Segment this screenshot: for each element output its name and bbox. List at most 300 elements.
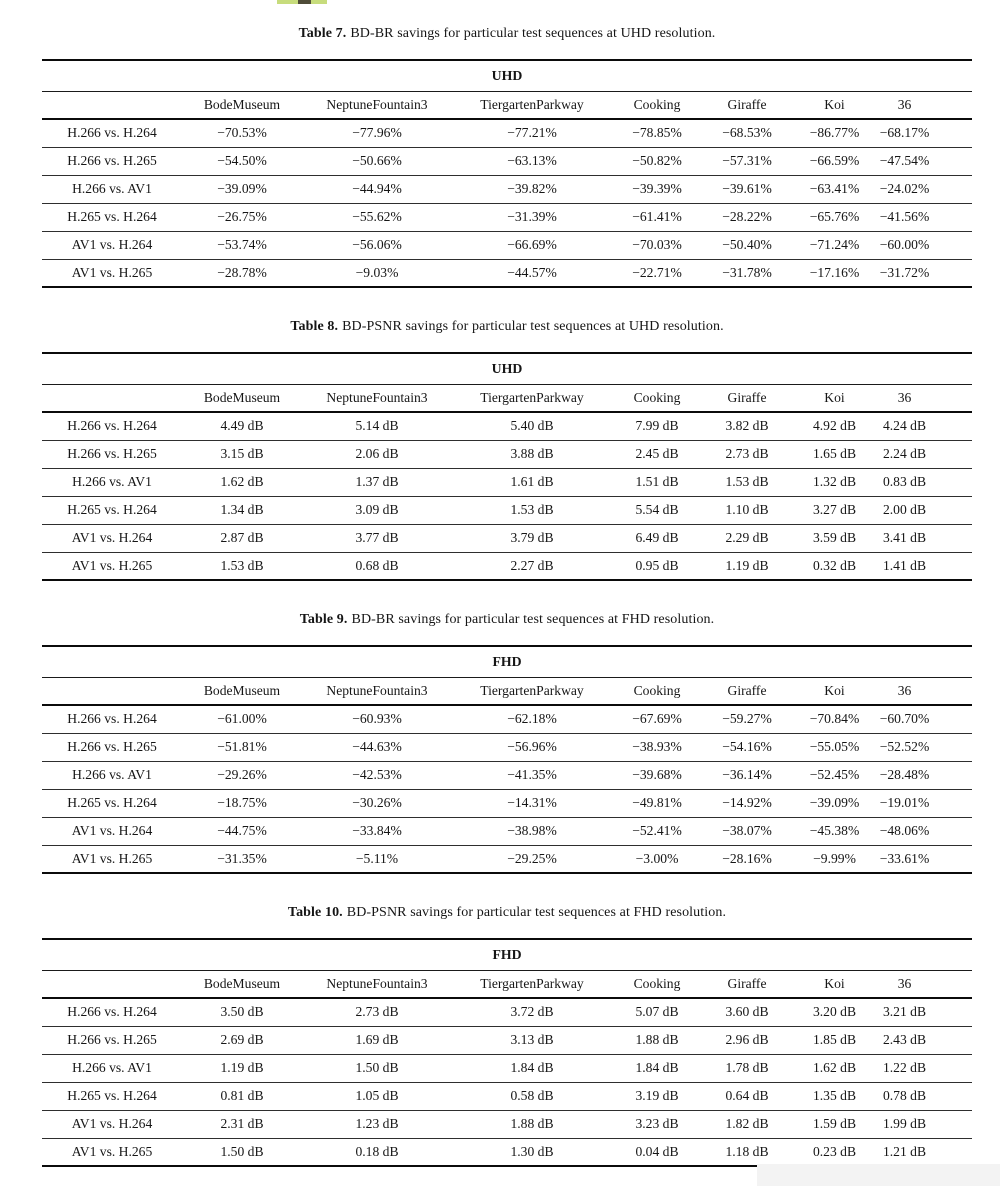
table-caption — [42, 905, 972, 921]
data-cell: 1.59 dB — [792, 1110, 877, 1138]
data-cell: −29.26% — [182, 761, 302, 789]
data-cell: 1.21 dB — [877, 1138, 932, 1166]
data-cell: −48.06% — [877, 817, 932, 845]
data-cell: 1.99 dB — [877, 1110, 932, 1138]
group-header-row — [42, 60, 972, 92]
data-cell: −50.82% — [612, 147, 702, 175]
data-cell: 6.49 dB — [612, 524, 702, 552]
data-cell: 1.69 dB — [302, 1026, 452, 1054]
data-cell: 2.06 dB — [302, 440, 452, 468]
data-cell: 2.73 dB — [702, 440, 792, 468]
data-cell: −57.31% — [702, 147, 792, 175]
data-cell: 2.69 dB — [182, 1026, 302, 1054]
table-caption-label: Table 9. — [299, 612, 348, 627]
data-cell: 1.84 dB — [452, 1054, 612, 1082]
data-cell: −14.92% — [702, 789, 792, 817]
data-table — [42, 59, 972, 288]
data-cell: 4.92 dB — [792, 412, 877, 440]
data-cell: −39.39% — [612, 175, 702, 203]
data-cell: −24.02% — [877, 175, 932, 203]
column-header-cell — [42, 971, 182, 999]
data-cell: −56.96% — [452, 733, 612, 761]
data-cell: 3.19 dB — [612, 1082, 702, 1110]
spacer-cell — [932, 119, 972, 147]
data-cell: −39.09% — [792, 789, 877, 817]
data-cell: −86.77% — [792, 119, 877, 147]
data-cell: −71.24% — [792, 231, 877, 259]
data-cell: −78.85% — [612, 119, 702, 147]
column-header-cell: Koi — [792, 385, 877, 413]
row-label-cell: H.266 vs. H.264 — [42, 705, 182, 733]
column-header-cell: Giraffe — [702, 678, 792, 706]
data-cell: 2.43 dB — [877, 1026, 932, 1054]
data-cell: 1.85 dB — [792, 1026, 877, 1054]
column-header-cell: TiergartenParkway — [452, 971, 612, 999]
bottom-right-shade — [757, 1164, 1000, 1186]
data-cell: −28.16% — [702, 845, 792, 873]
data-cell: 1.35 dB — [792, 1082, 877, 1110]
data-cell: 3.82 dB — [702, 412, 792, 440]
data-cell: −9.03% — [302, 259, 452, 287]
data-cell: −60.00% — [877, 231, 932, 259]
data-cell: −31.39% — [452, 203, 612, 231]
column-header-cell: NeptuneFountain3 — [302, 385, 452, 413]
column-header-cell: TiergartenParkway — [452, 385, 612, 413]
data-cell: −52.45% — [792, 761, 877, 789]
table-row — [42, 1026, 972, 1054]
data-cell: −66.59% — [792, 147, 877, 175]
data-cell: −17.16% — [792, 259, 877, 287]
data-cell: 1.88 dB — [612, 1026, 702, 1054]
row-label-cell: AV1 vs. H.265 — [42, 552, 182, 580]
table-row — [42, 412, 972, 440]
data-cell: 2.31 dB — [182, 1110, 302, 1138]
data-cell: −70.03% — [612, 231, 702, 259]
table-row — [42, 1110, 972, 1138]
spacer-cell — [932, 705, 972, 733]
column-header-cell: 36 — [877, 971, 932, 999]
table-row — [42, 203, 972, 231]
data-cell: −31.78% — [702, 259, 792, 287]
data-cell: −55.62% — [302, 203, 452, 231]
data-cell: 1.62 dB — [792, 1054, 877, 1082]
table-caption — [42, 612, 972, 628]
table-row — [42, 705, 972, 733]
table-body — [42, 998, 972, 1166]
spacer-cell — [932, 1082, 972, 1110]
column-header-cell: TiergartenParkway — [452, 678, 612, 706]
data-cell: 4.24 dB — [877, 412, 932, 440]
data-cell: 0.68 dB — [302, 552, 452, 580]
row-label-cell: H.265 vs. H.264 — [42, 789, 182, 817]
data-cell: 4.49 dB — [182, 412, 302, 440]
table-body — [42, 119, 972, 287]
data-cell: −45.38% — [792, 817, 877, 845]
column-header-cell: 36 — [877, 678, 932, 706]
table-body — [42, 705, 972, 873]
data-cell: 7.99 dB — [612, 412, 702, 440]
column-header-cell: Cooking — [612, 971, 702, 999]
row-label-cell: H.265 vs. H.264 — [42, 496, 182, 524]
table-row — [42, 1082, 972, 1110]
table-caption-label: Table 10. — [287, 905, 343, 920]
spacer-cell — [932, 733, 972, 761]
column-header-cell: Giraffe — [702, 92, 792, 120]
group-header-cell: UHD — [42, 353, 972, 385]
column-header-cell: Giraffe — [702, 971, 792, 999]
data-cell: −28.48% — [877, 761, 932, 789]
table-row — [42, 231, 972, 259]
data-cell: −39.82% — [452, 175, 612, 203]
spacer-cell — [932, 231, 972, 259]
table-section — [42, 905, 972, 1167]
table-caption-text: BD-PSNR savings for particular test sequences at FHD resolution. — [346, 905, 727, 920]
data-cell: 1.78 dB — [702, 1054, 792, 1082]
data-cell: 0.95 dB — [612, 552, 702, 580]
spacer-cell — [932, 817, 972, 845]
data-cell: 1.37 dB — [302, 468, 452, 496]
data-cell: −31.72% — [877, 259, 932, 287]
data-cell: 1.62 dB — [182, 468, 302, 496]
table-row — [42, 552, 972, 580]
table-row — [42, 761, 972, 789]
spacer-cell — [932, 524, 972, 552]
column-header-cell: Cooking — [612, 385, 702, 413]
table-row — [42, 468, 972, 496]
data-table — [42, 938, 972, 1167]
data-cell: 0.32 dB — [792, 552, 877, 580]
column-header-cell: 36 — [877, 92, 932, 120]
data-cell: −60.70% — [877, 705, 932, 733]
data-cell: −52.52% — [877, 733, 932, 761]
spacer-cell — [932, 1054, 972, 1082]
row-label-cell: AV1 vs. H.264 — [42, 231, 182, 259]
spacer-cell — [932, 412, 972, 440]
column-header-cell: Cooking — [612, 92, 702, 120]
column-header-cell: Koi — [792, 92, 877, 120]
data-cell: 1.50 dB — [182, 1138, 302, 1166]
row-label-cell: H.266 vs. AV1 — [42, 761, 182, 789]
column-header-row — [42, 678, 972, 706]
data-cell: −68.53% — [702, 119, 792, 147]
data-cell: 5.14 dB — [302, 412, 452, 440]
data-cell: −19.01% — [877, 789, 932, 817]
data-cell: 2.96 dB — [702, 1026, 792, 1054]
data-cell: −28.22% — [702, 203, 792, 231]
data-cell: 1.05 dB — [302, 1082, 452, 1110]
group-header-cell: FHD — [42, 646, 972, 678]
data-cell: −39.68% — [612, 761, 702, 789]
group-header-cell: UHD — [42, 60, 972, 92]
spacer-header-cell — [932, 385, 972, 413]
column-header-cell: BodeMuseum — [182, 971, 302, 999]
data-cell: 0.64 dB — [702, 1082, 792, 1110]
spacer-cell — [932, 496, 972, 524]
spacer-cell — [932, 203, 972, 231]
row-label-cell: H.266 vs. H.264 — [42, 412, 182, 440]
data-cell: −9.99% — [792, 845, 877, 873]
row-label-cell: AV1 vs. H.265 — [42, 845, 182, 873]
row-label-cell: H.266 vs. H.265 — [42, 440, 182, 468]
data-cell: 1.32 dB — [792, 468, 877, 496]
spacer-cell — [932, 175, 972, 203]
data-cell: −70.84% — [792, 705, 877, 733]
data-cell: 2.87 dB — [182, 524, 302, 552]
data-cell: 1.34 dB — [182, 496, 302, 524]
data-cell: −22.71% — [612, 259, 702, 287]
column-header-cell — [42, 385, 182, 413]
data-cell: 2.29 dB — [702, 524, 792, 552]
data-cell: −55.05% — [792, 733, 877, 761]
data-cell: 3.41 dB — [877, 524, 932, 552]
column-header-cell — [42, 678, 182, 706]
group-header-row — [42, 353, 972, 385]
data-cell: 3.77 dB — [302, 524, 452, 552]
data-cell: −62.18% — [452, 705, 612, 733]
data-cell: −28.78% — [182, 259, 302, 287]
cutoff-highlight-glyph — [298, 0, 311, 4]
data-cell: 1.84 dB — [612, 1054, 702, 1082]
data-cell: −47.54% — [877, 147, 932, 175]
data-cell: −44.75% — [182, 817, 302, 845]
row-label-cell: H.266 vs. H.264 — [42, 119, 182, 147]
column-header-cell: NeptuneFountain3 — [302, 678, 452, 706]
spacer-header-cell — [932, 92, 972, 120]
data-cell: 3.15 dB — [182, 440, 302, 468]
data-cell: −33.84% — [302, 817, 452, 845]
column-header-cell — [42, 92, 182, 120]
spacer-cell — [932, 147, 972, 175]
row-label-cell: AV1 vs. H.264 — [42, 817, 182, 845]
data-cell: −41.56% — [877, 203, 932, 231]
column-header-cell: Koi — [792, 678, 877, 706]
row-label-cell: AV1 vs. H.264 — [42, 524, 182, 552]
data-cell: 1.53 dB — [182, 552, 302, 580]
data-cell: 5.07 dB — [612, 998, 702, 1026]
table-caption — [42, 319, 972, 335]
data-cell: 3.09 dB — [302, 496, 452, 524]
data-cell: −30.26% — [302, 789, 452, 817]
row-label-cell: H.266 vs. H.265 — [42, 733, 182, 761]
data-cell: −51.81% — [182, 733, 302, 761]
table-caption-text: BD-BR savings for particular test sequences at FHD resolution. — [351, 612, 715, 627]
table-row — [42, 1138, 972, 1166]
data-cell: −63.13% — [452, 147, 612, 175]
spacer-cell — [932, 998, 972, 1026]
data-cell: −67.69% — [612, 705, 702, 733]
data-cell: −56.06% — [302, 231, 452, 259]
data-cell: 3.13 dB — [452, 1026, 612, 1054]
data-cell: −33.61% — [877, 845, 932, 873]
data-cell: −29.25% — [452, 845, 612, 873]
row-label-cell: H.265 vs. H.264 — [42, 1082, 182, 1110]
data-cell: 1.82 dB — [702, 1110, 792, 1138]
row-label-cell: AV1 vs. H.264 — [42, 1110, 182, 1138]
column-header-cell: 36 — [877, 385, 932, 413]
spacer-cell — [932, 468, 972, 496]
data-cell: −60.93% — [302, 705, 452, 733]
row-label-cell: H.265 vs. H.264 — [42, 203, 182, 231]
group-header-cell: FHD — [42, 939, 972, 971]
data-cell: −36.14% — [702, 761, 792, 789]
data-cell: 0.81 dB — [182, 1082, 302, 1110]
data-cell: 3.60 dB — [702, 998, 792, 1026]
data-cell: −50.40% — [702, 231, 792, 259]
row-label-cell: H.266 vs. H.264 — [42, 998, 182, 1026]
column-header-cell: TiergartenParkway — [452, 92, 612, 120]
data-cell: −65.76% — [792, 203, 877, 231]
data-cell: 3.50 dB — [182, 998, 302, 1026]
data-cell: 1.18 dB — [702, 1138, 792, 1166]
spacer-cell — [932, 1026, 972, 1054]
data-cell: 2.27 dB — [452, 552, 612, 580]
spacer-header-cell — [932, 678, 972, 706]
data-cell: −41.35% — [452, 761, 612, 789]
table-section — [42, 319, 972, 581]
data-table — [42, 352, 972, 581]
data-cell: −54.50% — [182, 147, 302, 175]
table-row — [42, 147, 972, 175]
row-label-cell: H.266 vs. AV1 — [42, 468, 182, 496]
data-cell: −14.31% — [452, 789, 612, 817]
data-cell: −63.41% — [792, 175, 877, 203]
data-cell: 1.53 dB — [452, 496, 612, 524]
column-header-cell: NeptuneFountain3 — [302, 971, 452, 999]
data-cell: −49.81% — [612, 789, 702, 817]
data-cell: 1.88 dB — [452, 1110, 612, 1138]
column-header-cell: Koi — [792, 971, 877, 999]
data-cell: 0.23 dB — [792, 1138, 877, 1166]
table-row — [42, 259, 972, 287]
data-cell: 2.45 dB — [612, 440, 702, 468]
data-cell: −68.17% — [877, 119, 932, 147]
column-header-cell: Cooking — [612, 678, 702, 706]
data-cell: 3.59 dB — [792, 524, 877, 552]
data-cell: −5.11% — [302, 845, 452, 873]
data-cell: 2.00 dB — [877, 496, 932, 524]
column-header-cell: BodeMuseum — [182, 678, 302, 706]
table-body — [42, 412, 972, 580]
row-label-cell: H.266 vs. H.265 — [42, 1026, 182, 1054]
data-cell: 1.30 dB — [452, 1138, 612, 1166]
data-cell: −38.93% — [612, 733, 702, 761]
data-cell: 0.58 dB — [452, 1082, 612, 1110]
data-cell: −50.66% — [302, 147, 452, 175]
spacer-cell — [932, 1110, 972, 1138]
data-cell: 0.78 dB — [877, 1082, 932, 1110]
data-cell: 3.21 dB — [877, 998, 932, 1026]
row-label-cell: AV1 vs. H.265 — [42, 259, 182, 287]
table-row — [42, 119, 972, 147]
row-label-cell: H.266 vs. AV1 — [42, 175, 182, 203]
table-section — [42, 612, 972, 874]
data-cell: 5.40 dB — [452, 412, 612, 440]
table-row — [42, 845, 972, 873]
data-cell: −44.94% — [302, 175, 452, 203]
cutoff-highlight-fragment — [277, 0, 327, 4]
data-cell: −18.75% — [182, 789, 302, 817]
column-header-cell: Giraffe — [702, 385, 792, 413]
group-header-row — [42, 939, 972, 971]
column-header-row — [42, 971, 972, 999]
data-cell: −70.53% — [182, 119, 302, 147]
table-row — [42, 496, 972, 524]
spacer-cell — [932, 1138, 972, 1166]
data-cell: −52.41% — [612, 817, 702, 845]
table-row — [42, 998, 972, 1026]
data-cell: −59.27% — [702, 705, 792, 733]
data-cell: 1.65 dB — [792, 440, 877, 468]
data-cell: −38.07% — [702, 817, 792, 845]
table-caption — [42, 26, 972, 42]
data-cell: 1.19 dB — [702, 552, 792, 580]
data-cell: −53.74% — [182, 231, 302, 259]
data-cell: 2.73 dB — [302, 998, 452, 1026]
data-cell: 1.53 dB — [702, 468, 792, 496]
data-cell: −31.35% — [182, 845, 302, 873]
table-row — [42, 733, 972, 761]
data-cell: −44.63% — [302, 733, 452, 761]
row-label-cell: H.266 vs. H.265 — [42, 147, 182, 175]
data-cell: −39.09% — [182, 175, 302, 203]
spacer-cell — [932, 440, 972, 468]
row-label-cell: H.266 vs. AV1 — [42, 1054, 182, 1082]
data-cell: −26.75% — [182, 203, 302, 231]
data-cell: 2.24 dB — [877, 440, 932, 468]
table-row — [42, 1054, 972, 1082]
data-cell: 3.27 dB — [792, 496, 877, 524]
table-row — [42, 440, 972, 468]
data-cell: 3.79 dB — [452, 524, 612, 552]
data-cell: −61.41% — [612, 203, 702, 231]
data-cell: −66.69% — [452, 231, 612, 259]
data-cell: −38.98% — [452, 817, 612, 845]
spacer-cell — [932, 789, 972, 817]
data-cell: −61.00% — [182, 705, 302, 733]
table-caption-label: Table 8. — [290, 319, 339, 334]
spacer-header-cell — [932, 971, 972, 999]
table-caption-text: BD-PSNR savings for particular test sequences at UHD resolution. — [342, 319, 724, 334]
data-cell: 1.51 dB — [612, 468, 702, 496]
data-cell: −44.57% — [452, 259, 612, 287]
table-row — [42, 789, 972, 817]
data-cell: −54.16% — [702, 733, 792, 761]
data-cell: −77.21% — [452, 119, 612, 147]
table-row — [42, 175, 972, 203]
data-table — [42, 645, 972, 874]
data-cell: −3.00% — [612, 845, 702, 873]
data-cell: 1.23 dB — [302, 1110, 452, 1138]
data-cell: −77.96% — [302, 119, 452, 147]
table-section — [42, 26, 972, 288]
data-cell: 1.10 dB — [702, 496, 792, 524]
data-cell: 0.83 dB — [877, 468, 932, 496]
table-caption-label: Table 7. — [298, 26, 347, 41]
column-header-cell: BodeMuseum — [182, 92, 302, 120]
data-cell: 1.61 dB — [452, 468, 612, 496]
data-cell: 0.04 dB — [612, 1138, 702, 1166]
data-cell: 1.22 dB — [877, 1054, 932, 1082]
row-label-cell: AV1 vs. H.265 — [42, 1138, 182, 1166]
data-cell: 3.88 dB — [452, 440, 612, 468]
data-cell: 3.72 dB — [452, 998, 612, 1026]
table-row — [42, 524, 972, 552]
data-cell: 1.19 dB — [182, 1054, 302, 1082]
spacer-cell — [932, 761, 972, 789]
table-row — [42, 817, 972, 845]
spacer-cell — [932, 259, 972, 287]
column-header-cell: NeptuneFountain3 — [302, 92, 452, 120]
